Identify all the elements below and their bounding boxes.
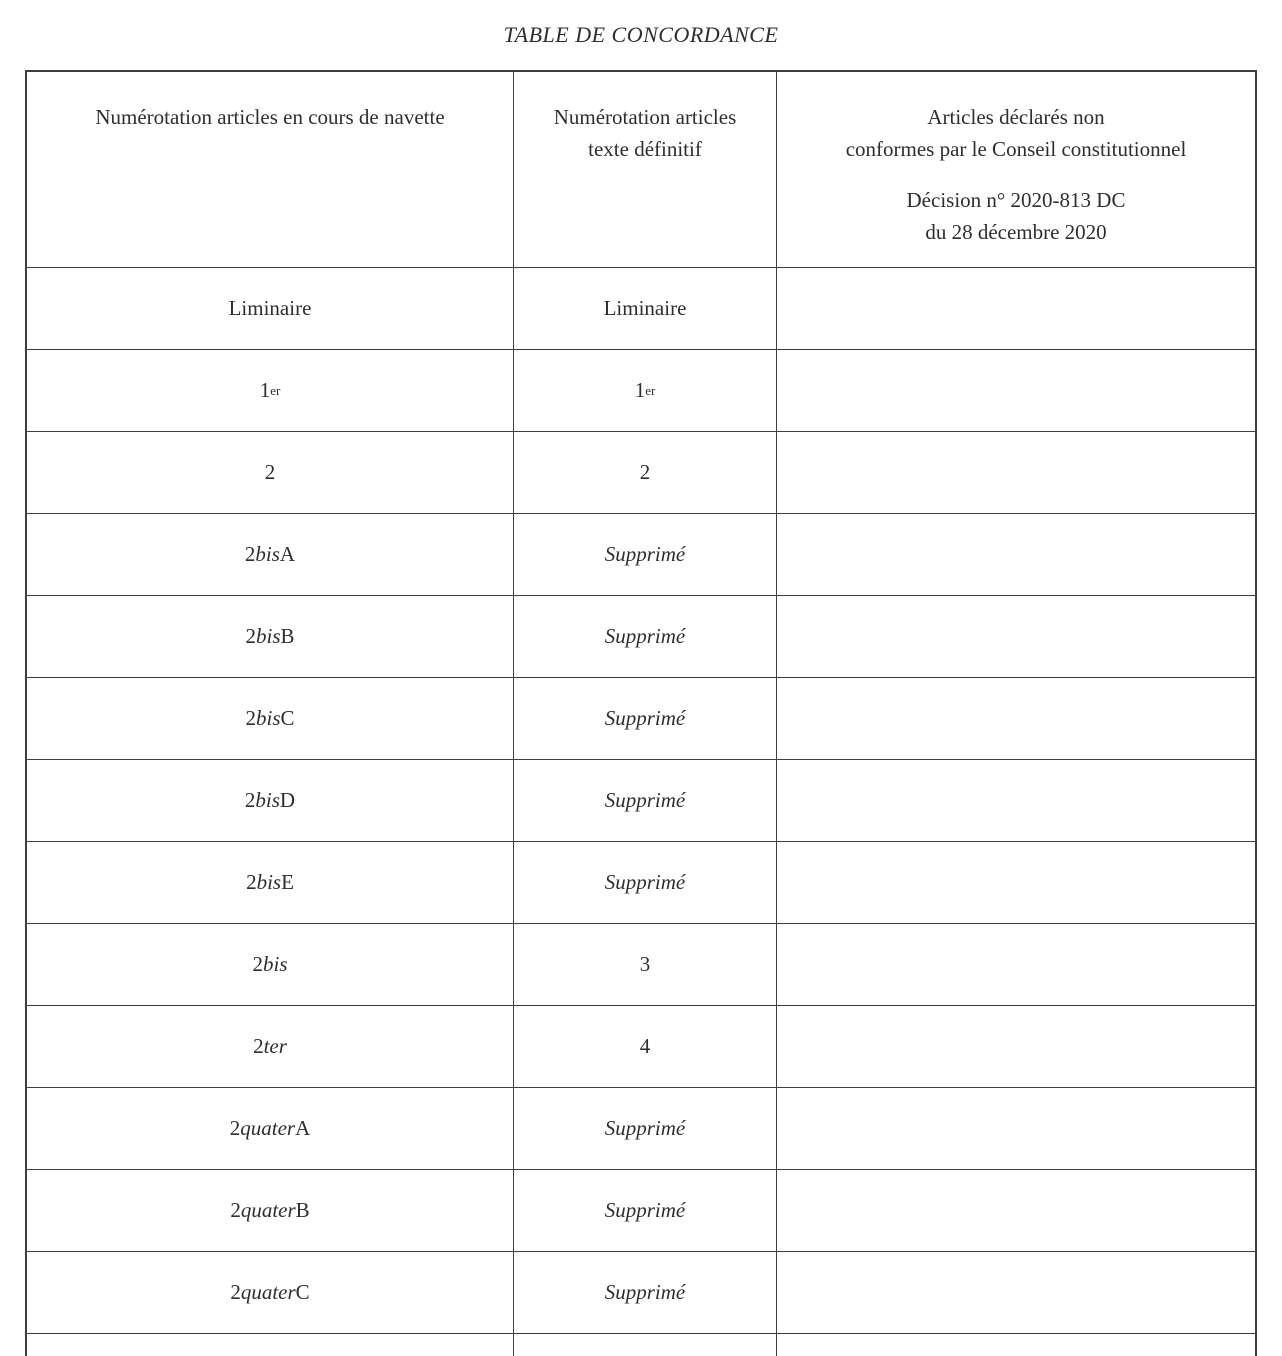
- cell-text-segment: 2: [230, 1280, 241, 1304]
- table-row: [27, 350, 1255, 432]
- table-cell-col2: [514, 596, 777, 678]
- table-cell-col2: [514, 842, 777, 924]
- decision-reference: [777, 185, 1255, 248]
- cell-text-segment: C: [295, 1280, 310, 1304]
- header-col1-line: Numérotation articles en cours de navette: [95, 105, 445, 129]
- cell-text-segment: 2: [230, 1198, 241, 1222]
- cell-text-segment: 2: [264, 460, 276, 484]
- cell-text-segment: 2: [229, 1116, 241, 1140]
- cell-text-segment: Supprimé: [604, 1280, 686, 1304]
- cell-text-segment: D: [279, 788, 296, 812]
- table-cell-col1: [27, 1170, 514, 1252]
- cell-text-segment: E: [281, 870, 294, 894]
- cell-text-segment: bis: [255, 542, 280, 566]
- table-cell-col3: [777, 514, 1255, 596]
- table-cell-col1: [27, 924, 514, 1006]
- cell-text-segment: bis: [262, 952, 288, 976]
- table-cell-col3: [777, 1170, 1255, 1252]
- cell-text-segment: 2: [252, 952, 263, 976]
- table-cell-col3: [777, 1252, 1255, 1334]
- table-cell-col1: [27, 760, 514, 842]
- table-row: [27, 842, 1255, 924]
- table-row: [27, 1170, 1255, 1252]
- table-cell-col3: [777, 1334, 1255, 1356]
- table-cell-col1: [27, 842, 514, 924]
- cell-text-segment: 3: [639, 952, 651, 976]
- cell-text-segment: B: [280, 624, 295, 648]
- cell-text-segment: 1: [259, 378, 271, 402]
- cell-text-segment: Liminaire: [603, 296, 687, 320]
- header-col3-line1: Articles déclarés non: [927, 105, 1105, 129]
- table-row: [27, 514, 1255, 596]
- cell-text-segment: Liminaire: [228, 296, 312, 320]
- table-row: [27, 1334, 1255, 1356]
- table-cell-col1: [27, 678, 514, 760]
- table-cell-col2: [514, 1088, 777, 1170]
- table-cell-col2: [514, 514, 777, 596]
- concordance-table: [25, 70, 1257, 1356]
- table-cell-col1: [27, 1088, 514, 1170]
- cell-text-segment: Supprimé: [604, 788, 686, 812]
- decision-line2: du 28 décembre 2020: [925, 219, 1107, 244]
- cell-text-segment: 1: [634, 378, 646, 402]
- cell-text-segment: 2: [245, 624, 256, 648]
- cell-text-segment: C: [280, 706, 295, 730]
- table-cell-col3: [777, 432, 1255, 514]
- table-row: [27, 268, 1255, 350]
- table-cell-col3: [777, 924, 1255, 1006]
- table-cell-col3: [777, 678, 1255, 760]
- table-cell-col1: [27, 432, 514, 514]
- table-cell-col1: [27, 596, 514, 678]
- table-cell-col2: [514, 268, 777, 350]
- table-cell-col3: [777, 350, 1255, 432]
- table-cell-col2: [514, 678, 777, 760]
- cell-text-segment: quater: [240, 1198, 296, 1222]
- cell-text-segment: B: [295, 1198, 310, 1222]
- header-col2-line2: texte définitif: [588, 136, 702, 161]
- cell-text-segment: bis: [255, 788, 280, 812]
- table-row: [27, 1006, 1255, 1088]
- cell-text-segment: A: [279, 542, 296, 566]
- header-col-definitif: [514, 72, 777, 268]
- header-col-navette: [27, 72, 514, 268]
- table-cell-col2: [514, 760, 777, 842]
- table-row: [27, 432, 1255, 514]
- table-cell-col1: [27, 268, 514, 350]
- header-col-nonconformes: [777, 72, 1255, 268]
- header-col3-line2: conformes par le Conseil constitutionnel: [845, 136, 1187, 161]
- cell-text-segment: 4: [639, 1034, 651, 1058]
- table-header-row: [27, 72, 1255, 268]
- cell-text-segment: quater: [240, 1116, 296, 1140]
- cell-text-segment: Supprimé: [604, 624, 686, 648]
- cell-text-segment: bis: [255, 706, 281, 730]
- table-cell-col3: [777, 1006, 1255, 1088]
- table-cell-col2: [514, 432, 777, 514]
- table-cell-col2: [514, 1252, 777, 1334]
- cell-text-segment: 2: [245, 706, 256, 730]
- table-cell-col2: [514, 1170, 777, 1252]
- table-cell-col2: 1 er: [514, 350, 777, 432]
- cell-text-segment: bis: [256, 870, 282, 894]
- cell-text-segment: Supprimé: [604, 1116, 686, 1140]
- table-row: [27, 924, 1255, 1006]
- cell-text-segment: 2: [244, 788, 256, 812]
- table-cell-col3: [777, 1088, 1255, 1170]
- table-cell-col1: 1 er: [27, 350, 514, 432]
- decision-line1: Décision n° 2020-813 DC: [906, 188, 1126, 212]
- table-row: [27, 1088, 1255, 1170]
- table-cell-col2: [514, 924, 777, 1006]
- cell-text-segment: Supprimé: [604, 542, 686, 566]
- table-cell-col1: [27, 1006, 514, 1088]
- cell-text-segment: 2: [244, 542, 256, 566]
- cell-text-segment: 2: [253, 1034, 264, 1058]
- table-cell-col1: [27, 1252, 514, 1334]
- cell-text-segment: ter: [263, 1034, 287, 1058]
- cell-text-segment: Supprimé: [604, 1198, 686, 1222]
- table-cell-col1: [27, 514, 514, 596]
- document-title: TABLE DE CONCORDANCE: [503, 22, 779, 47]
- cell-text-segment: A: [295, 1116, 311, 1140]
- table-row: [27, 760, 1255, 842]
- table-row: [27, 596, 1255, 678]
- table-cell-col1: [27, 1334, 514, 1356]
- table-row: [27, 1252, 1255, 1334]
- table-cell-col3: [777, 760, 1255, 842]
- cell-text-segment: quater: [240, 1280, 296, 1304]
- table-body: [27, 268, 1255, 1356]
- table-cell-col3: [777, 596, 1255, 678]
- cell-text-segment: Supprimé: [604, 870, 686, 894]
- header-col2-line1: Numérotation articles: [553, 105, 737, 129]
- table-cell-col2: [514, 1006, 777, 1088]
- cell-text-segment: 2: [246, 870, 257, 894]
- cell-text-segment: bis: [255, 624, 281, 648]
- cell-text-segment: 2: [639, 460, 651, 484]
- table-row: [27, 678, 1255, 760]
- table-cell-col3: [777, 268, 1255, 350]
- table-cell-col3: [777, 842, 1255, 924]
- table-cell-col2: [514, 1334, 777, 1356]
- cell-text-segment: Supprimé: [604, 706, 686, 730]
